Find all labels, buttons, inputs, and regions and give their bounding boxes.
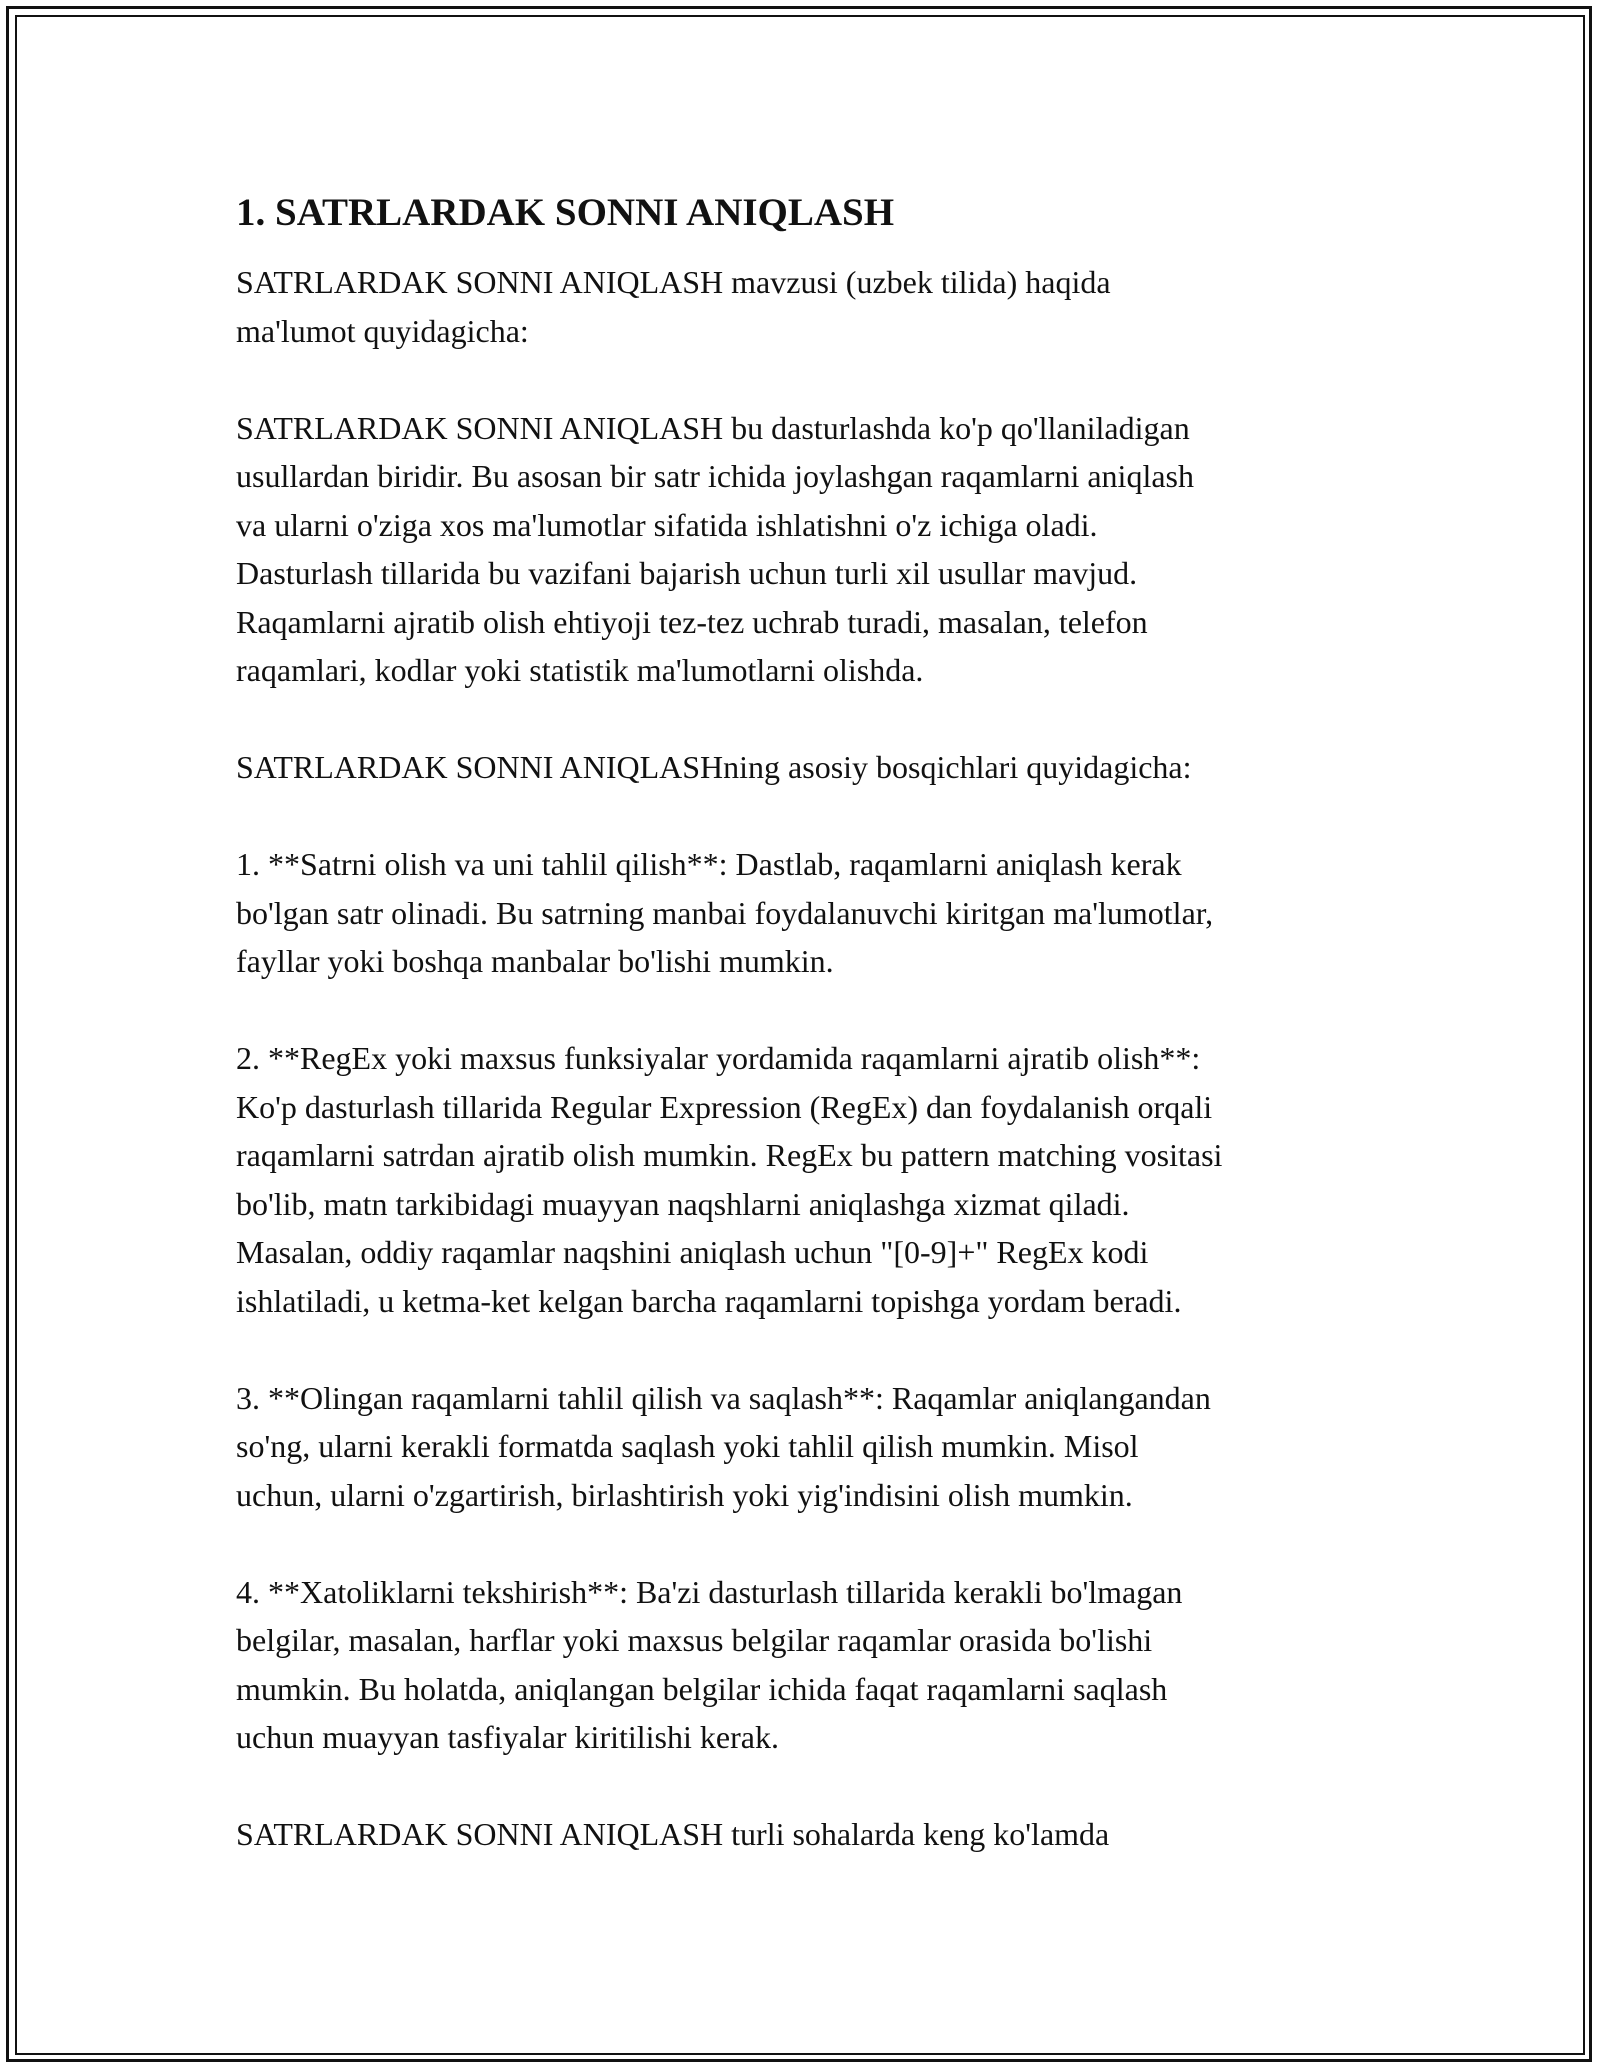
description-paragraph: SATRLARDAK SONNI ANIQLASH bu dasturlashda ko'p qo'llaniladigan usullardan biridir. Bu asosan bir satr ichida joylashgan raqamlarni aniqlash va ularni o'ziga xos ma'lumotlar sifatida ishlatishni o'z ichiga oladi. Dasturlash tillarida bu vazifani bajarish uchun turli xil usullar mavjud. Raqamlarni ajratib olish ehtiyoji tez-tez uchrab turadi, masalan, telefon raqamlari, kodlar yoki statistik ma'lumotlarni olishda.	[236, 409, 1194, 688]
closing-paragraph: SATRLARDAK SONNI ANIQLASH turli sohalarda keng ko'lamda	[236, 1816, 1110, 1852]
step-3-paragraph: 3. **Olingan raqamlarni tahlil qilish va saqlash**: Raqamlar aniqlangandan so'ng, ularni kerakli formatda saqlash yoki tahlil qilish mumkin. Misol uchun, ularni o'zgartirish, birlashtirish yoki yig'indisini olish mumkin.	[236, 1379, 1211, 1513]
step-1-paragraph: 1. **Satrni olish va uni tahlil qilish**: Dastlab, raqamlarni aniqlash kerak bo'lgan satr olinadi. Bu satrning manbai foydalanuvchi kiritgan ma'lumotlar, fayllar yoki boshqa manbalar bo'lishi mumkin.	[236, 846, 1214, 979]
steps-intro-paragraph: SATRLARDAK SONNI ANIQLASHning asosiy bosqichlari quyidagicha:	[236, 749, 1192, 785]
intro-paragraph: SATRLARDAK SONNI ANIQLASH mavzusi (uzbek tilida) haqida ma'lumot quyidagicha:	[236, 264, 1111, 349]
step-2-paragraph: 2. **RegEx yoki maxsus funksiyalar yordamida raqamlarni ajratib olish**: Ko'p dasturlash tillarida Regular Expression (RegEx) dan foydalanish orqali raqamlarni satrdan ajratib olish mumkin. RegEx bu pattern matching vositasi bo'lib, matn tarkibidagi muayyan naqshlarni aniqlashga xizmat qiladi. Masalan, oddiy raqamlar naqshini aniqlash uchun "[0-9]+" RegEx kodi ishlatiladi, u ketma-ket kelgan barcha raqamlarni topishga yordam beradi.	[236, 1040, 1223, 1319]
step-4-paragraph: 4. **Xatoliklarni tekshirish**: Ba'zi dasturlash tillarida kerakli bo'lmagan belgilar, masalan, harflar yoki maxsus belgilar raqamlar orasida bo'lishi mumkin. Bu holatda, aniqlangan belgilar ichida faqat raqamlarni saqlash uchun muayyan tasfiyalar kiritilishi kerak.	[236, 1573, 1183, 1755]
section-heading: 1. SATRLARDAK SONNI ANIQLASH	[236, 191, 895, 234]
document-body	[236, 188, 1376, 1859]
